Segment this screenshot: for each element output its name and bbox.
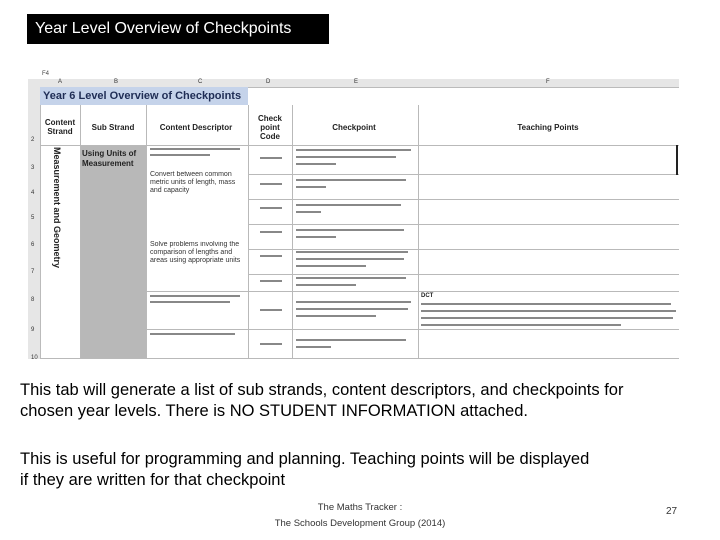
- blurred-text: [260, 280, 282, 282]
- name-box[interactable]: F4: [42, 71, 50, 77]
- footer: [250, 500, 470, 532]
- blurred-text: [296, 236, 336, 238]
- sub-strand-column: [80, 145, 146, 359]
- row-number[interactable]: 9: [31, 327, 35, 333]
- blurred-text: [421, 317, 673, 319]
- caption-line: chosen year levels. There is NO STUDENT INFORMATION attached.: [20, 402, 528, 420]
- blurred-text: [260, 309, 282, 311]
- slide-title: Year Level Overview of Checkpoints: [27, 14, 329, 44]
- blurred-text: [150, 333, 235, 335]
- blurred-text: [421, 303, 671, 305]
- blurred-text: [150, 301, 230, 303]
- descriptor-cell: Solve problems involving the comparison of lengths and areas using appropriate units: [150, 241, 241, 264]
- header-sub-strand: Sub Strand: [91, 122, 135, 132]
- row-number[interactable]: 7: [31, 269, 35, 275]
- blurred-text: [296, 346, 331, 348]
- column-letter[interactable]: B: [114, 79, 119, 85]
- grid-line: [146, 329, 679, 330]
- footer-line: The Schools Development Group (2014): [274, 518, 446, 529]
- grid-line: [292, 105, 293, 359]
- blurred-text: [296, 179, 406, 181]
- blurred-text: [296, 186, 326, 188]
- blurred-text: [296, 229, 404, 231]
- blurred-text: [150, 295, 240, 297]
- caption-line: This is useful for programming and planning. Teaching points will be displayed: [20, 450, 590, 468]
- header-content-strand: Content Strand: [44, 118, 76, 136]
- selection-marker: [676, 145, 678, 175]
- grid-line: [248, 274, 679, 275]
- row-number[interactable]: 2: [31, 137, 35, 143]
- grid-line: [248, 199, 679, 200]
- blurred-text: [260, 343, 282, 345]
- grid-line: [248, 249, 679, 250]
- blurred-text: [296, 204, 401, 206]
- content-strand-value: Measurement and Geometry: [52, 147, 62, 269]
- blurred-text: [421, 310, 676, 312]
- grid-line: [40, 145, 679, 146]
- blurred-text: [296, 156, 396, 158]
- column-letter[interactable]: E: [354, 79, 359, 85]
- grid-line: [248, 174, 679, 175]
- caption-line: if they are written for that checkpoint: [20, 471, 286, 489]
- formula-bar: [28, 69, 679, 79]
- blurred-text: [260, 183, 282, 185]
- row-number[interactable]: 3: [31, 165, 35, 171]
- sub-strand-value: Using Units of Measurement: [82, 149, 137, 168]
- blurred-text: [260, 231, 282, 233]
- grid-line: [248, 105, 249, 359]
- blurred-text: [296, 211, 321, 213]
- blurred-text: [421, 324, 621, 326]
- blurred-text: [296, 163, 336, 165]
- caption-line: This tab will generate a list of sub strands, content descriptors, and checkpoints for: [20, 381, 624, 399]
- row-number[interactable]: 6: [31, 242, 35, 248]
- blurred-text: [260, 207, 282, 209]
- column-letter[interactable]: A: [58, 79, 63, 85]
- row-number[interactable]: 4: [31, 190, 35, 196]
- row-number[interactable]: 8: [31, 297, 35, 303]
- blurred-text: [150, 154, 210, 156]
- blurred-text: [296, 308, 408, 310]
- grid-line: [40, 358, 679, 359]
- grid-line: [146, 105, 147, 359]
- blurred-text: [150, 148, 240, 150]
- grid-line: [418, 105, 419, 359]
- header-checkpoint: Checkpoint: [332, 122, 376, 132]
- grid-line: [146, 291, 679, 292]
- column-letter[interactable]: C: [198, 79, 203, 85]
- blurred-text: [260, 255, 282, 257]
- footer-line: The Maths Tracker :: [317, 502, 403, 513]
- blurred-text: [296, 258, 404, 260]
- header-content-descriptor: Content Descriptor: [159, 122, 233, 132]
- blurred-text: [260, 157, 282, 159]
- blurred-text: [296, 301, 411, 303]
- grid-line: [248, 224, 679, 225]
- blurred-text: [296, 265, 366, 267]
- blurred-text: [296, 251, 408, 253]
- grid-line: [80, 105, 81, 359]
- blurred-text: [296, 315, 376, 317]
- blurred-text: [296, 277, 406, 279]
- dct-label: DCT: [421, 293, 434, 299]
- row-number[interactable]: 10: [31, 355, 38, 359]
- header-checkpoint-code: Check point Code: [257, 113, 282, 141]
- blurred-text: [296, 284, 356, 286]
- column-letter[interactable]: F: [546, 79, 550, 85]
- descriptor-cell: Convert between common metric units of length, mass and capacity: [150, 171, 236, 194]
- blurred-text: [296, 339, 406, 341]
- page-number: 27: [666, 506, 678, 517]
- header-teaching-points: Teaching Points: [517, 122, 579, 132]
- sheet-banner: Year 6 Level Overview of Checkpoints: [40, 87, 248, 105]
- column-letter[interactable]: D: [266, 79, 271, 85]
- row-number[interactable]: 5: [31, 215, 35, 221]
- blurred-text: [296, 149, 411, 151]
- spreadsheet-screenshot: [28, 69, 679, 359]
